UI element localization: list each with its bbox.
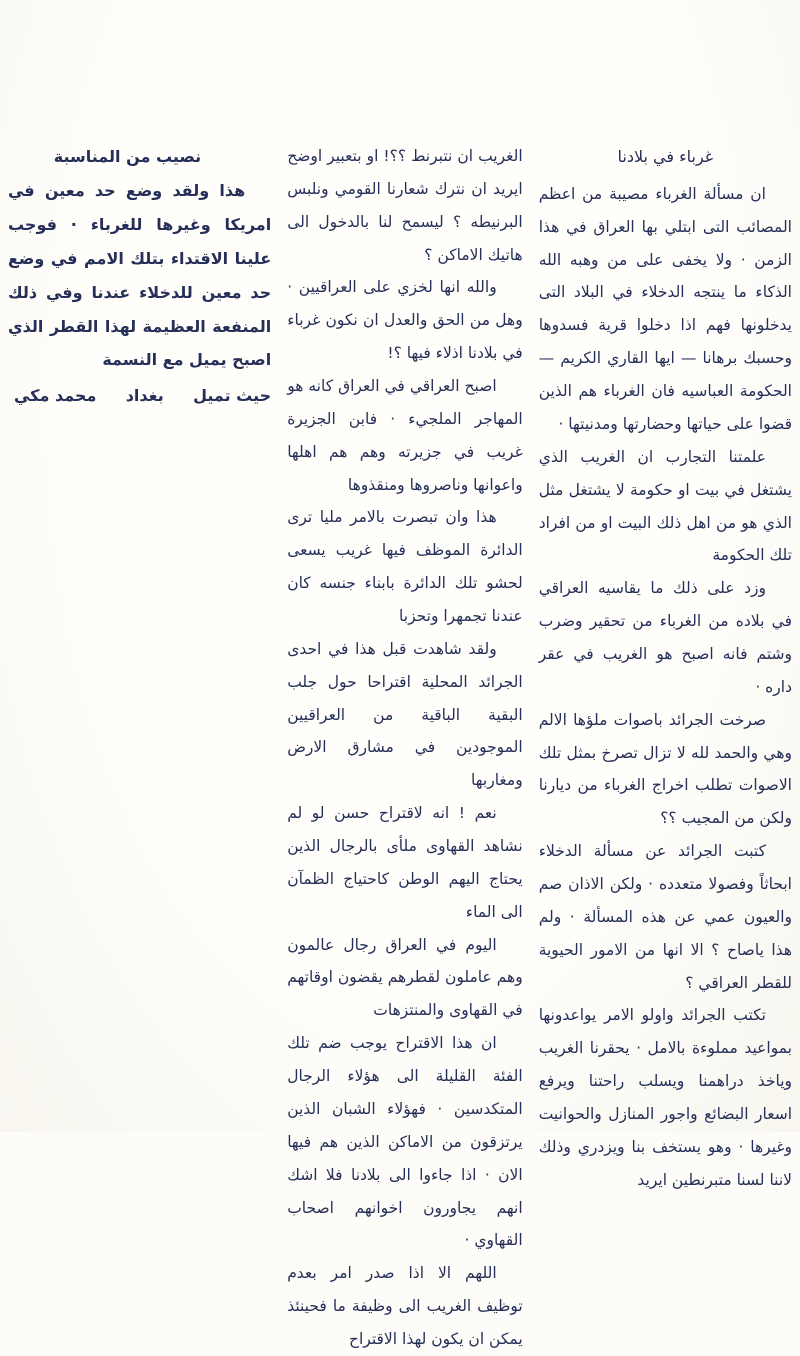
paragraph: والله انها لخزي على العراقيين · وهل من الحق والعدل ان نكون غرباء في بلادنا اذلاء فيها ؟!	[287, 278, 523, 363]
paragraph: كتبت الجرائد عن مسألة الدخلاء ابحاثاً وفصولا متعدده · ولكن الاذان صم والعيون عمي عن هذه المسألة · ولم هذا ياصاح ؟ الا انها من الامور الحيوية للقطر العراقي ؟	[538, 842, 792, 992]
column-left	[8, 140, 271, 413]
column-right	[539, 140, 792, 1197]
paragraph: نعم ! انه لاقتراح حسن لو لم نشاهد القهاوى ملأى بالرجال الذين يحتاج اليهم الوطن كاحتياج الظمآن الى الماء	[287, 804, 523, 921]
paragraph: وزد على ذلك ما يقاسيه العراقي في بلاده من الغرباء من تحقير وضرب وشتم فانه اصبح هو الغريب في عقر داره ·	[538, 579, 792, 696]
signature-author: محمد مكي	[13, 386, 97, 406]
article-title: غرباء في بلادنا	[617, 147, 714, 166]
signature-continuation: حيث تميل	[193, 386, 272, 406]
paragraph: ان مسألة الغرباء مصيبة من اعظم المصائب التى ابتلي بها العراق في هذا الزمن · ولا يخفى على من وهبه الله الذكاء ما ينتجه الدخلاء في البلاد التى يدخلونها فهم اذا دخلوا قرية فسدوها وحسبك برهانا — ايها القاري الكريم — الحكومة العباسيه فان الغرباء هم الذين قضوا على حياتها وحضارتها ومدنيتها ·	[538, 184, 792, 433]
paragraph: هذا ولقد وضع حد معين في امريكا وغيرها للغرباء · فوجب علينا الاقتداء بتلك الامم في وضع حد معين للدخلاء عندنا وفي ذلك المنفعة العظيمة لهذا القطر الذي اصبح يميل مع النسمة	[7, 180, 272, 370]
paragraph: اليوم في العراق رجال عالمون وهم عاملون لقطرهم يقضون اوقاتهم في القهاوى والمنتزهات	[287, 935, 523, 1020]
signature-line	[8, 379, 271, 413]
paragraph: ان هذا الاقتراح يوجب ضم تلك الفئة القليلة الى هؤلاء الرجال المتكدسين · فهؤلاء الشبان الذين يرتزقون من الاماكن الذين هم فيها الان · اذا جاءوا الى بلادنا فلا اشك انهم يجاورون اخوانهم اصحاب القهاوي ·	[287, 1034, 523, 1250]
paragraph: صرخت الجرائد باصوات ملؤها الالم وهي والحمد لله لا تزال تصرخ بمثل تلك الاصوات تطلب اخراج الغرباء من ديارنا ولكن من المجيب ؟؟	[538, 710, 792, 828]
lead-line: نصيب من المناسبة	[53, 147, 202, 166]
paragraph: اللهم الا اذا صدر امر بعدم توظيف الغريب الى وظيفة ما فحينئذ يمكن ان يكون لهذا الاقتراح	[287, 1264, 523, 1348]
paragraph: اصبح العراقي في العراق كانه هو المهاجر الملجيء · فابن الجزيرة غريب في جزيرته وهم هم اهلها واعوانها وناصروها ومنقذوها	[287, 377, 523, 494]
signature-place: بغداد	[125, 386, 164, 406]
paragraph: ولقد شاهدت قبل هذا في احدى الجرائد المحلية اقتراحا حول جلب البقية الباقية من العراقيين الموجودين في مشارق الارض ومغاربها	[287, 639, 523, 790]
paragraph: تكتب الجرائد واولو الامر يواعدونها بمواعيد مملوءة بالامل · يحقرنا الغريب وياخذ دراهمنا ويسلب راحتنا ويرفع اسعار البضائع واجور المنازل والحوانيت وغيرها · وهو يستخف بنا ويزدري وذلك لاننا لسنا متبرنطين ايريد	[538, 1006, 792, 1189]
paragraph: هذا وان تبصرت بالامر مليا ترى الدائرة الموظف فيها غريب يسعى لحشو تلك الدائرة بابناء جنسه كان عندنا تجمهرا وتحزبا	[287, 508, 523, 626]
paragraph: الغريب ان نتبرنط ؟؟! او بتعبير اوضح ايريد ان نترك شعارنا القومي ونلبس البرنيطه ؟ ليسمح لنا بالدخول الى هاتيك الاماكن ؟	[287, 147, 523, 264]
column-middle	[287, 140, 523, 1356]
article	[8, 140, 792, 1356]
paragraph: علمتنا التجارب ان الغريب الذي يشتغل في بيت او حكومة لا يشتغل مثل الذي هو من اهل ذلك البيت او من افراد تلك الحكومة	[538, 447, 792, 565]
